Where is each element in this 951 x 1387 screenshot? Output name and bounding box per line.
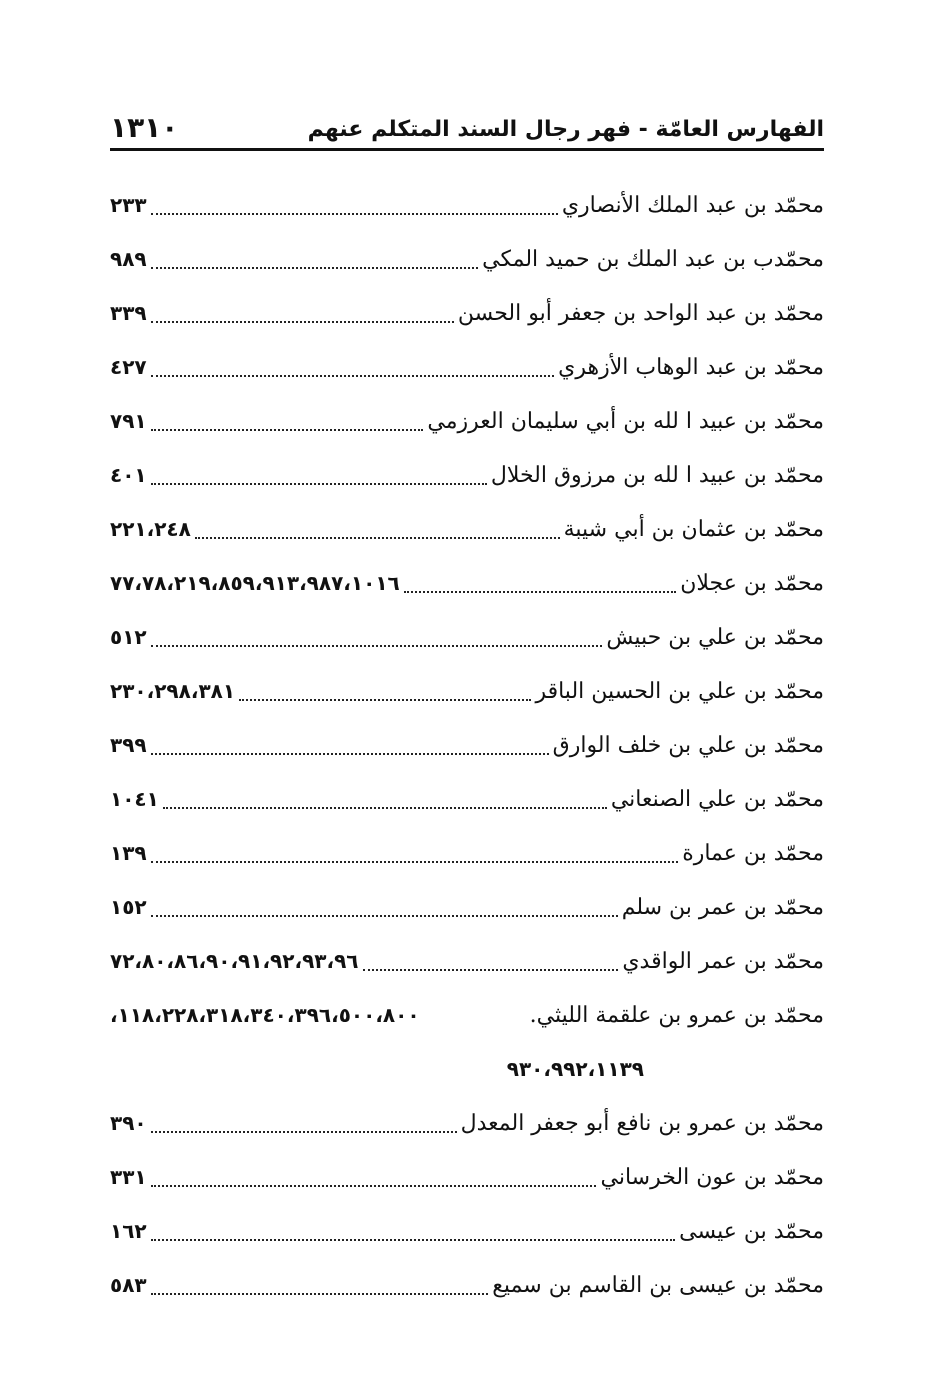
- entry-name: محمّد بن عبيد ا لله بن مرزوق الخلال: [490, 462, 824, 488]
- index-entry: [110, 1150, 824, 1204]
- entry-name: محمّد بن عون الخرساني: [600, 1164, 824, 1190]
- entry-name: محمّد بن عمر الواقدي: [622, 948, 824, 974]
- dot-leader: [151, 429, 424, 431]
- entry-pages: ١٥٢: [110, 895, 147, 919]
- entry-pages-continuation: ٩٣٠،٩٩٢،١١٣٩: [506, 1057, 644, 1081]
- index-entry: [110, 394, 824, 448]
- index-entry: [110, 502, 824, 556]
- index-entry: [110, 1096, 824, 1150]
- dot-leader: [151, 861, 679, 863]
- dot-leader: [163, 807, 607, 809]
- entry-name: محمّد بن عمر بن سلم: [621, 894, 824, 920]
- entry-pages: ٧٢،٨٠،٨٦،٩٠،٩١،٩٢،٩٣،٩٦: [110, 949, 359, 973]
- dot-leader: [151, 645, 603, 647]
- index-entry: [110, 718, 824, 772]
- page-number: ١٣١٠: [110, 111, 179, 144]
- index-entry: [110, 664, 824, 718]
- dot-leader: [404, 591, 677, 593]
- dot-leader: [151, 1185, 597, 1187]
- dot-leader: [151, 1131, 457, 1133]
- index-entry: [110, 610, 824, 664]
- entry-name: محمّد بن عثمان بن أبي شيبة: [563, 516, 824, 542]
- entry-name: محمّد بن عبد الواحد بن جعفر أبو الحسن: [457, 300, 824, 326]
- entry-pages: ١٦٢: [110, 1219, 147, 1243]
- index-entry: [110, 448, 824, 502]
- running-title: الفهارس العامّة - فهر رجال السند المتكلم عنهم: [307, 117, 824, 142]
- index-entry: [110, 880, 824, 934]
- entry-pages: ٥١٢: [110, 625, 147, 649]
- dot-leader: [363, 969, 619, 971]
- entry-pages: ١٠٤١: [110, 787, 159, 811]
- entry-pages: ٢٢١،٢٤٨: [110, 517, 191, 541]
- entry-pages: ١٣٩: [110, 841, 147, 865]
- index-entry-continuation: [110, 1042, 824, 1096]
- index-entry: [110, 1204, 824, 1258]
- entry-name: محمّد بن عبد الملك الأنصاري: [561, 192, 824, 218]
- index-entry: [110, 556, 824, 610]
- dot-leader: [239, 699, 531, 701]
- entry-name: محمّد بن عبيد ا لله بن أبي سليمان العرزمي: [427, 408, 824, 434]
- entry-pages: ٢٣٣: [110, 193, 147, 217]
- index-entry: [110, 772, 824, 826]
- entry-pages: ٩٨٩: [110, 247, 147, 271]
- entry-pages: ٣٩٩: [110, 733, 147, 757]
- dot-leader: [151, 321, 454, 323]
- index-entry: [110, 286, 824, 340]
- dot-leader: [151, 483, 487, 485]
- entry-name: محمّد بن عمرو بن علقمة الليثي.: [529, 1002, 824, 1028]
- dot-leader: [151, 753, 549, 755]
- index-entry: [110, 178, 824, 232]
- entry-name: محمّد بن علي الصنعاني: [610, 786, 824, 812]
- entry-name: محمّد بن عمرو بن نافع أبو جعفر المعدل: [460, 1110, 824, 1136]
- dot-leader: [151, 1239, 676, 1241]
- dot-leader: [151, 375, 555, 377]
- entry-name: محمّد بن علي بن حبيش: [606, 624, 824, 650]
- entry-name: محمّد بن عيسى بن القاسم بن سميع: [492, 1272, 824, 1298]
- entry-pages: ٣٣١: [110, 1165, 147, 1189]
- index-entry: [110, 1258, 824, 1312]
- entry-name: محمّد بن عجلان: [680, 570, 824, 596]
- dot-leader: [195, 537, 560, 539]
- entry-name: محمّد بن علي بن خلف الوارق: [552, 732, 824, 758]
- index-entry: [110, 826, 824, 880]
- dot-leader: [151, 267, 479, 269]
- index-entry: [110, 934, 824, 988]
- index-entries: [110, 178, 824, 1312]
- entry-name: محمّد بن عبد الوهاب الأزهري: [558, 354, 824, 380]
- entry-pages: ١١٨،٢٢٨،٣١٨،٣٤٠،٣٩٦،٥٠٠،٨٠٠،: [110, 1003, 420, 1027]
- entry-pages: ٤٢٧: [110, 355, 147, 379]
- dot-leader: [151, 213, 558, 215]
- entry-pages: ٢٣٠،٢٩٨،٣٨١: [110, 679, 236, 703]
- entry-pages: ٣٣٩: [110, 301, 147, 325]
- entry-pages: ٤٠١: [110, 463, 147, 487]
- index-entry: [110, 340, 824, 394]
- entry-name: محمّد بن علي بن الحسين الباقر: [535, 678, 824, 704]
- entry-name: محمّد بن عيسى: [679, 1218, 824, 1244]
- dot-leader: [151, 1293, 489, 1295]
- entry-pages: ٧٩١: [110, 409, 147, 433]
- index-entry: [110, 988, 824, 1042]
- entry-pages: ٧٧،٧٨،٢١٩،٨٥٩،٩١٣،٩٨٧،١٠١٦: [110, 571, 400, 595]
- page-header: [110, 108, 824, 151]
- entry-pages: ٥٨٣: [110, 1273, 147, 1297]
- dot-leader: [151, 915, 618, 917]
- entry-name: محمّد بن عمارة: [682, 840, 824, 866]
- entry-name: محمّدب بن عبد الملك بن حميد المكي: [482, 246, 824, 272]
- index-entry: [110, 232, 824, 286]
- entry-pages: ٣٩٠: [110, 1111, 147, 1135]
